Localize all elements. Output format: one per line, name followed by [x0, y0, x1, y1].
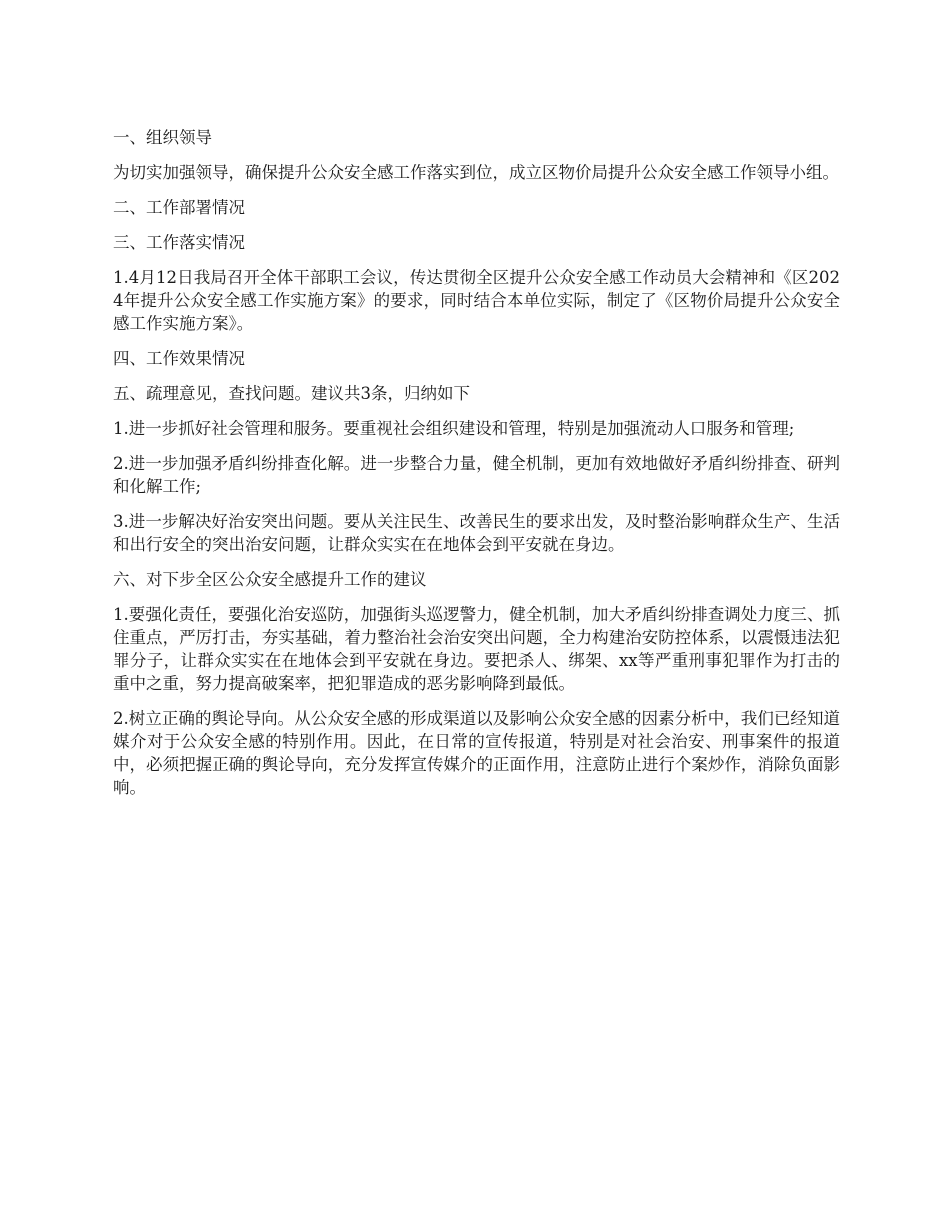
section-heading-implementation: 三、工作落实情况	[113, 233, 245, 252]
paragraph-leadership-group: 为切实加强领导，确保提升公众安全感工作落实到位，成立区物价局提升公众安全感工作领导小组。	[113, 163, 839, 182]
section-heading-deployment: 二、工作部署情况	[113, 198, 245, 217]
document-body	[113, 126, 840, 811]
section-heading-suggestions: 六、对下步全区公众安全感提升工作的建议	[113, 570, 427, 589]
section-heading-organization: 一、组织领导	[113, 128, 212, 147]
section-heading-effect: 四、工作效果情况	[113, 349, 245, 368]
paragraph-implementation-item-1: 1.4月12日我局召开全体干部职工会议，传达贯彻全区提升公众安全感工作动员大会精神和《区2024年提升公众安全感工作实施方案》的要求，同时结合本单位实际，制定了《区物价局提升公众安全感工作实施方案》。	[113, 268, 840, 333]
paragraph-opinion-item-1: 1.进一步抓好社会管理和服务。要重视社会组织建设和管理，特别是加强流动人口服务和管理;	[113, 419, 795, 438]
paragraph-opinion-item-2: 2.进一步加强矛盾纠纷排查化解。进一步整合力量，健全机制，更加有效地做好矛盾纠纷排查、研判和化解工作;	[113, 454, 840, 496]
paragraph-suggestion-item-2: 2.树立正确的舆论导向。从公众安全感的形成渠道以及影响公众安全感的因素分析中，我们已经知道媒介对于公众安全感的特别作用。因此，在日常的宣传报道，特别是对社会治安、刑事案件的报道中，必须把握正确的舆论导向，充分发挥宣传媒介的正面作用，注意防止进行个案炒作，消除负面影响。	[113, 709, 840, 797]
section-heading-opinions: 五、疏理意见，查找问题。建议共3条，归纳如下	[113, 384, 470, 403]
paragraph-suggestion-item-1: 1.要强化责任，要强化治安巡防，加强街头巡逻警力，健全机制，加大矛盾纠纷排查调处力度三、抓住重点，严厉打击，夯实基础，着力整治社会治安突出问题，全力构建治安防控体系，以震慑违法犯罪分子，让群众实实在在地体会到平安就在身边。要把杀人、绑架、xx等严重刑事犯罪作为打击的重中之重，努力提高破案率，把犯罪造成的恶劣影响降到最低。	[113, 605, 840, 693]
paragraph-opinion-item-3: 3.进一步解决好治安突出问题。要从关注民生、改善民生的要求出发，及时整治影响群众生产、生活和出行安全的突出治安问题，让群众实实在在地体会到平安就在身边。	[113, 512, 840, 554]
